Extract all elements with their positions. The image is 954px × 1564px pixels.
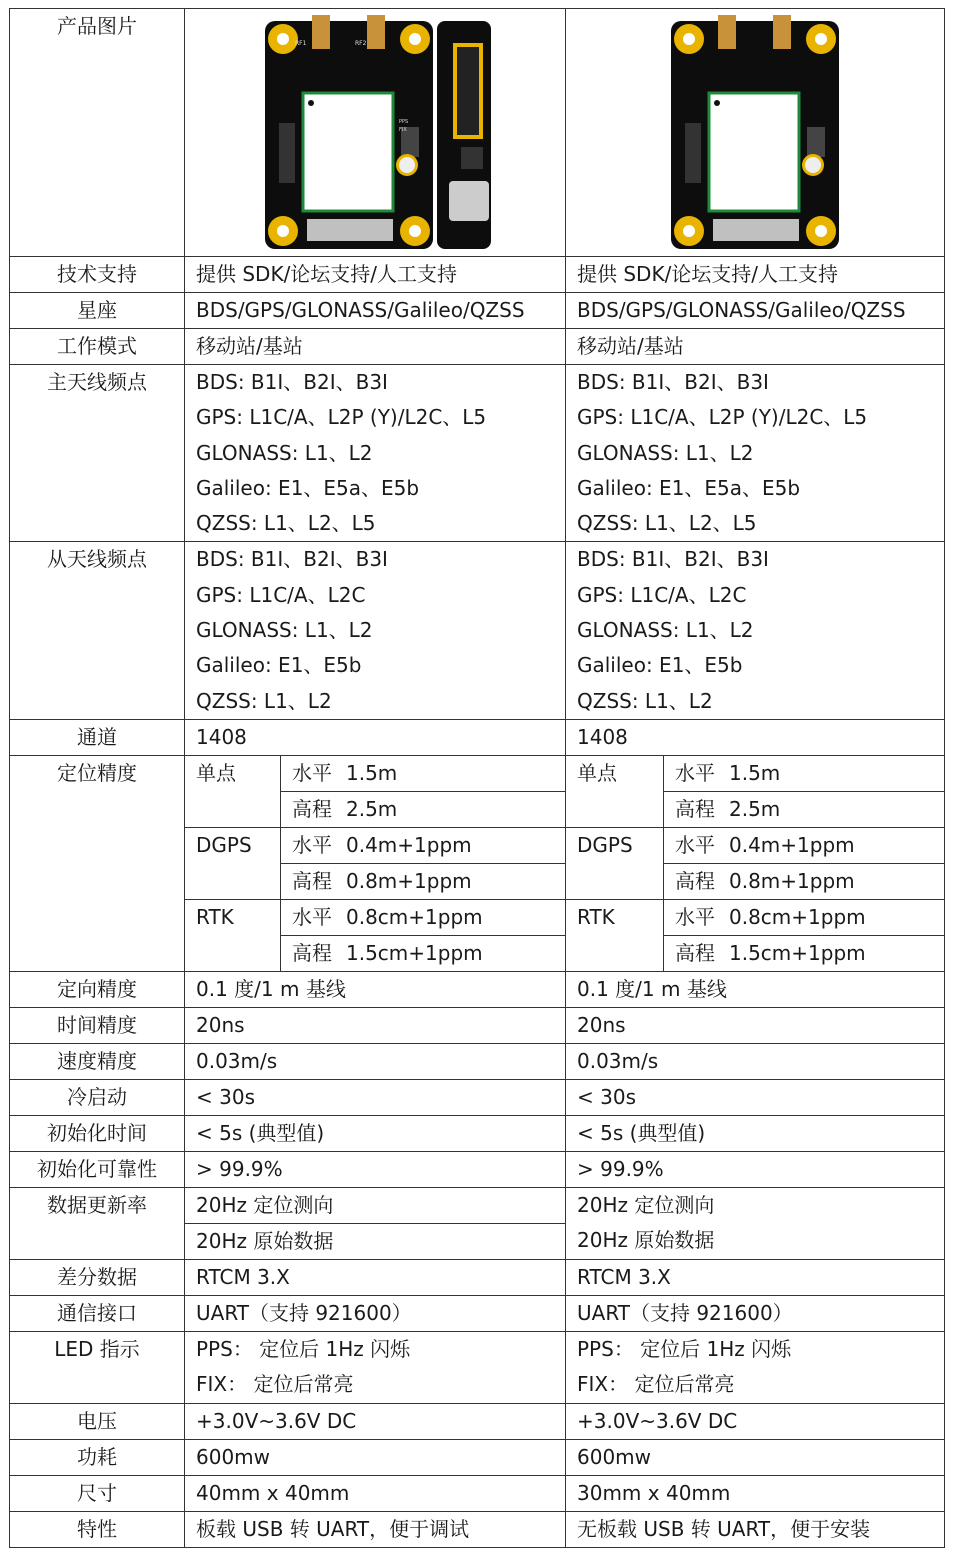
acc-a-h-value-1: 0.4m+1ppm (346, 832, 472, 857)
time-b: 20ns (566, 1007, 945, 1043)
acc-b-v-value-0: 2.5m (729, 796, 781, 821)
acc-a-v-0 (281, 791, 566, 827)
label-size: 尺寸 (10, 1475, 185, 1511)
row-main-antenna (10, 365, 945, 542)
row-constellation (10, 293, 945, 329)
product-image-usb-board (255, 15, 495, 255)
row-interface (10, 1295, 945, 1331)
acc-a-v-1 (281, 863, 566, 899)
image-cell-b (566, 9, 945, 257)
init-time-a: < 5s (典型值) (185, 1115, 566, 1151)
constellation-b: BDS/GPS/GLONASS/Galileo/QZSS (566, 293, 945, 329)
aux-antenna-a (185, 542, 566, 719)
label-support: 技术支持 (10, 257, 185, 293)
aux-b-gps: GPS: L1C/A、L2C (577, 582, 747, 607)
label-accuracy: 定位精度 (10, 755, 185, 971)
label-power: 功耗 (10, 1439, 185, 1475)
label-voltage: 电压 (10, 1403, 185, 1439)
heading-a: 0.1 度/1 m 基线 (185, 971, 566, 1007)
row-velocity (10, 1043, 945, 1079)
row-cold-start (10, 1079, 945, 1115)
acc-a-mode-1: DGPS (185, 827, 281, 899)
acc-a-h-label-1: 水平 (292, 832, 332, 857)
aux-a-galileo: Galileo: E1、E5b (196, 653, 362, 678)
main-a-galileo: Galileo: E1、E5a、E5b (196, 475, 420, 500)
label-aux-antenna: 从天线频点 (10, 542, 185, 719)
acc-a-v-label-0: 高程 (292, 796, 332, 821)
heading-b: 0.1 度/1 m 基线 (566, 971, 945, 1007)
acc-a-v-label-2: 高程 (292, 940, 332, 965)
mode-a: 移动站/基站 (185, 329, 566, 365)
spec-table-sheet (9, 8, 944, 1548)
row-feature (10, 1511, 945, 1547)
label-init-reliability: 初始化可靠性 (10, 1151, 185, 1187)
acc-b-v-label-2: 高程 (675, 940, 715, 965)
label-cold-start: 冷启动 (10, 1079, 185, 1115)
voltage-b: +3.0V~3.6V DC (566, 1403, 945, 1439)
led-a (185, 1331, 566, 1403)
aux-a-glonass: GLONASS: L1、L2 (196, 618, 373, 643)
acc-b-h-label-2: 水平 (675, 904, 715, 929)
size-b: 30mm x 40mm (566, 1475, 945, 1511)
label-mode: 工作模式 (10, 329, 185, 365)
main-b-bds: BDS: B1I、B2I、B3I (577, 370, 769, 394)
led-b (566, 1331, 945, 1403)
channels-a: 1408 (185, 719, 566, 755)
product-image-compact-board (665, 15, 845, 255)
init-reliability-a: > 99.9% (185, 1151, 566, 1187)
label-diff: 差分数据 (10, 1259, 185, 1295)
acc-a-h-0 (281, 755, 566, 791)
acc-b-h-value-2: 0.8cm+1ppm (729, 904, 866, 929)
main-a-bds: BDS: B1I、B2I、B3I (196, 370, 388, 394)
main-a-gps: GPS: L1C/A、L2P (Y)/L2C、L5 (196, 405, 487, 430)
acc-b-h-label-1: 水平 (675, 832, 715, 857)
label-channels: 通道 (10, 719, 185, 755)
row-led (10, 1331, 945, 1403)
row-heading (10, 971, 945, 1007)
silk-rf2: RF2 (355, 40, 367, 47)
acc-a-h-label-0: 水平 (292, 760, 332, 785)
label-interface: 通信接口 (10, 1295, 185, 1331)
label-update-rate: 数据更新率 (10, 1187, 185, 1259)
aux-b-galileo: Galileo: E1、E5b (577, 653, 743, 678)
acc-a-v-2 (281, 935, 566, 971)
silk-pps: PPS (399, 119, 409, 125)
acc-b-mode-2: RTK (566, 899, 664, 971)
row-voltage (10, 1403, 945, 1439)
aux-b-glonass: GLONASS: L1、L2 (577, 618, 754, 643)
acc-a-v-label-1: 高程 (292, 868, 332, 893)
image-cell-a (185, 9, 566, 257)
acc-b-h-0 (664, 755, 945, 791)
aux-b-bds: BDS: B1I、B2I、B3I (577, 547, 769, 572)
led-a-pps: PPS： 定位后 1Hz 闪烁 (196, 1336, 411, 1361)
aux-a-bds: BDS: B1I、B2I、B3I (196, 547, 388, 572)
acc-b-v-value-2: 1.5cm+1ppm (729, 940, 866, 965)
row-mode (10, 329, 945, 365)
power-b: 600mw (566, 1439, 945, 1475)
update-b (566, 1187, 945, 1259)
update-a-1: 20Hz 定位测向 (185, 1187, 566, 1223)
feature-b: 无板载 USB 转 UART，便于安装 (566, 1511, 945, 1547)
acc-b-v-value-1: 0.8m+1ppm (729, 868, 855, 893)
support-a: 提供 SDK/论坛支持/人工支持 (185, 257, 566, 293)
acc-b-v-label-0: 高程 (675, 796, 715, 821)
label-feature: 特性 (10, 1511, 185, 1547)
main-a-qzss: QZSS: L1、L2、L5 (196, 511, 376, 536)
init-reliability-b: > 99.9% (566, 1151, 945, 1187)
main-antenna-b (566, 365, 945, 542)
acc-a-h-value-2: 0.8cm+1ppm (346, 904, 483, 929)
acc-a-v-value-2: 1.5cm+1ppm (346, 940, 483, 965)
cold-start-a: < 30s (185, 1079, 566, 1115)
acc-b-h-value-0: 1.5m (729, 760, 781, 785)
row-aux-antenna (10, 542, 945, 719)
row-size (10, 1475, 945, 1511)
diff-b: RTCM 3.X (566, 1259, 945, 1295)
cold-start-b: < 30s (566, 1079, 945, 1115)
time-a: 20ns (185, 1007, 566, 1043)
main-b-gps: GPS: L1C/A、L2P (Y)/L2C、L5 (577, 405, 868, 430)
power-a: 600mw (185, 1439, 566, 1475)
label-init-time: 初始化时间 (10, 1115, 185, 1151)
row-image (10, 9, 945, 257)
acc-b-h-value-1: 0.4m+1ppm (729, 832, 855, 857)
acc-b-mode-0: 单点 (566, 755, 664, 827)
acc-b-v-2 (664, 935, 945, 971)
main-a-glonass: GLONASS: L1、L2 (196, 440, 373, 465)
row-time (10, 1007, 945, 1043)
interface-b: UART（支持 921600） (566, 1295, 945, 1331)
label-led: LED 指示 (10, 1331, 185, 1403)
acc-a-mode-2: RTK (185, 899, 281, 971)
interface-a: UART（支持 921600） (185, 1295, 566, 1331)
main-b-galileo: Galileo: E1、E5a、E5b (577, 475, 801, 500)
spec-table (9, 8, 945, 1548)
led-a-fix: FIX： 定位后常亮 (196, 1372, 354, 1397)
size-a: 40mm x 40mm (185, 1475, 566, 1511)
acc-b-v-1 (664, 863, 945, 899)
acc-b-h-1 (664, 827, 945, 863)
voltage-a: +3.0V~3.6V DC (185, 1403, 566, 1439)
row-init-reliability (10, 1151, 945, 1187)
main-b-glonass: GLONASS: L1、L2 (577, 440, 754, 465)
diff-a: RTCM 3.X (185, 1259, 566, 1295)
update-a-2: 20Hz 原始数据 (185, 1223, 566, 1259)
acc-b-mode-1: DGPS (566, 827, 664, 899)
label-velocity: 速度精度 (10, 1043, 185, 1079)
row-update-rate (10, 1187, 945, 1223)
acc-a-h-label-2: 水平 (292, 904, 332, 929)
velocity-b: 0.03m/s (566, 1043, 945, 1079)
acc-a-v-value-1: 0.8m+1ppm (346, 868, 472, 893)
aux-antenna-b (566, 542, 945, 719)
velocity-a: 0.03m/s (185, 1043, 566, 1079)
mode-b: 移动站/基站 (566, 329, 945, 365)
init-time-b: < 5s (典型值) (566, 1115, 945, 1151)
acc-b-h-label-0: 水平 (675, 760, 715, 785)
support-b: 提供 SDK/论坛支持/人工支持 (566, 257, 945, 293)
acc-a-v-value-0: 2.5m (346, 796, 398, 821)
aux-a-qzss: QZSS: L1、L2 (196, 688, 332, 713)
acc-a-h-2 (281, 899, 566, 935)
update-b-1: 20Hz 定位测向 (577, 1192, 715, 1217)
silk-fix: FIX (399, 127, 407, 133)
aux-a-gps: GPS: L1C/A、L2C (196, 582, 366, 607)
acc-b-v-0 (664, 791, 945, 827)
feature-a: 板载 USB 转 UART，便于调试 (185, 1511, 566, 1547)
acc-b-v-label-1: 高程 (675, 868, 715, 893)
label-heading: 定向精度 (10, 971, 185, 1007)
acc-b-h-2 (664, 899, 945, 935)
row-power (10, 1439, 945, 1475)
constellation-a: BDS/GPS/GLONASS/Galileo/QZSS (185, 293, 566, 329)
silk-rf1: RF1 (295, 40, 307, 47)
row-accuracy (10, 755, 945, 791)
led-b-fix: FIX： 定位后常亮 (577, 1372, 735, 1397)
label-constellation: 星座 (10, 293, 185, 329)
row-init-time (10, 1115, 945, 1151)
channels-b: 1408 (566, 719, 945, 755)
row-diff (10, 1259, 945, 1295)
acc-a-h-1 (281, 827, 566, 863)
label-image: 产品图片 (10, 9, 185, 257)
label-time: 时间精度 (10, 1007, 185, 1043)
label-main-antenna: 主天线频点 (10, 365, 185, 542)
led-b-pps: PPS： 定位后 1Hz 闪烁 (577, 1336, 792, 1361)
aux-b-qzss: QZSS: L1、L2 (577, 688, 713, 713)
main-antenna-a (185, 365, 566, 542)
main-b-qzss: QZSS: L1、L2、L5 (577, 511, 757, 536)
update-b-2: 20Hz 原始数据 (577, 1228, 715, 1253)
acc-a-h-value-0: 1.5m (346, 760, 398, 785)
acc-a-mode-0: 单点 (185, 755, 281, 827)
row-support (10, 257, 945, 293)
row-channels (10, 719, 945, 755)
